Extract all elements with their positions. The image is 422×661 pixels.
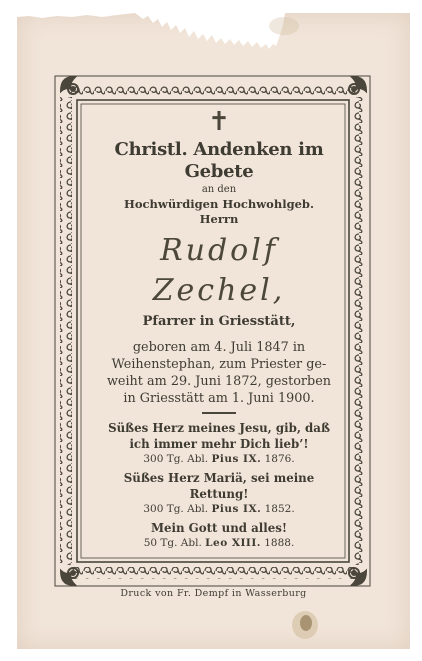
cross-icon: ✝ (208, 107, 230, 137)
indulgence-year: 1888. (264, 537, 295, 549)
scroll-border-left (60, 97, 72, 565)
scroll-border-right (354, 97, 366, 565)
pope-name: Pius IX. (211, 453, 262, 465)
indulgence-year: 1852. (264, 503, 295, 515)
biography (88, 339, 350, 407)
indulgence-note (88, 452, 350, 467)
pope-name: Leo XIII. (205, 537, 261, 549)
indulgence-note (88, 536, 350, 551)
printer-imprint: Druck von Fr. Dempf in Wasserburg (120, 588, 307, 599)
prayer-3 (88, 520, 350, 551)
divider (202, 412, 236, 414)
honorific: Hochwürdigen Hochwohlgeb. (124, 197, 314, 211)
prayer-line: ich immer mehr Dich lieb’! (129, 437, 309, 451)
paper-stain (269, 17, 299, 35)
deceased-name: Rudolf Zechel, (152, 233, 286, 308)
prayer-line: Mein Gott und alles! (150, 521, 288, 535)
prayer-line: Süßes Herz meines Jesu, gib, daß (108, 421, 330, 435)
memorial-card (17, 13, 410, 649)
herrn-label: Herrn (199, 212, 239, 226)
bio-line: in Griesstätt am 1. Juni 1900. (123, 391, 315, 406)
an-den-label: an den (201, 184, 237, 195)
indulgence-days: 300 Tg. Abl. (143, 453, 209, 465)
indulgence-year: 1876. (264, 453, 295, 465)
paper-stain (292, 611, 318, 639)
card-title: Christl. Andenken im Gebete (114, 139, 324, 182)
card-text (88, 109, 350, 554)
bio-line: Weihenstephan, zum Priester ge- (111, 357, 327, 372)
indulgence-days: 300 Tg. Abl. (143, 503, 209, 515)
prayer-line: Süßes Herz Mariä, sei meine (123, 471, 315, 485)
prayer-line: Rettung! (189, 487, 249, 501)
indulgence-note (88, 502, 350, 517)
bio-line: weiht am 29. Juni 1872, gestorben (106, 374, 332, 389)
prayer-2 (88, 470, 350, 517)
deceased-role: Pfarrer in Griesstätt, (142, 314, 296, 329)
scroll-border-top (69, 83, 357, 95)
pope-name: Pius IX. (211, 503, 262, 515)
prayer-1 (88, 420, 350, 467)
bio-line: geboren am 4. Juli 1847 in (132, 340, 306, 355)
scroll-border-bottom (69, 567, 357, 579)
indulgence-days: 50 Tg. Abl. (143, 537, 202, 549)
